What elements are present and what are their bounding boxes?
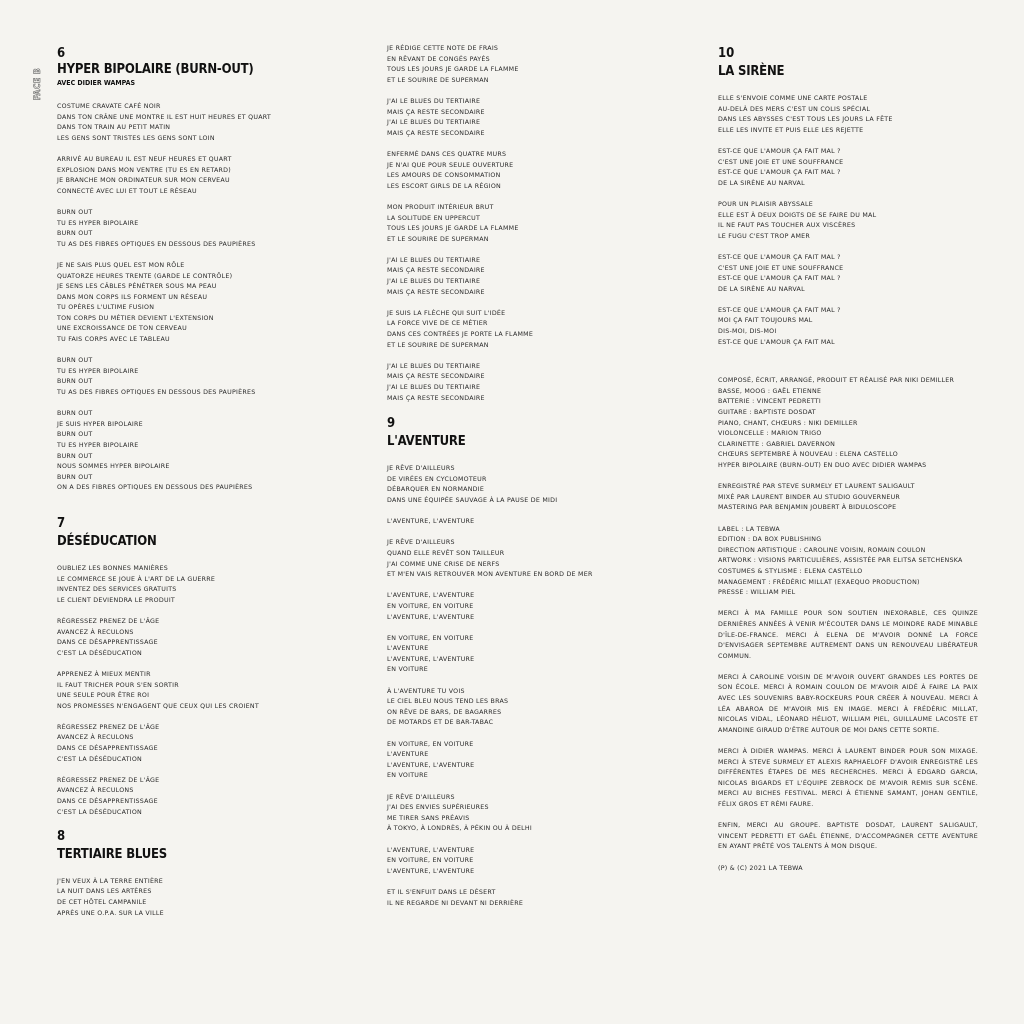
song-lyrics <box>57 102 357 494</box>
text-line: TU ES HYPER BIPOLAIRE <box>57 219 139 227</box>
text-line: TOUS LES JOURS JE GARDE LA FLAMME <box>387 66 519 74</box>
stanza <box>57 261 357 346</box>
text-line: JE SUIS LA FLÈCHE QUI SUIT L'IDÉE <box>387 309 506 317</box>
side-label-badge <box>31 60 45 108</box>
text-line: L'AVENTURE, L'AVENTURE <box>387 613 475 621</box>
text-line: MON PRODUIT INTÉRIEUR BRUT <box>387 203 494 211</box>
text-line: LA NUIT DANS LES ARTÈRES <box>57 888 152 896</box>
thanks-paragraph: ENFIN, MERCI AU GROUPE. BAPTISTE DOSDAT, LAURENT SALIGAULT, VINCENT PEDRETTI ET GAËL ÉTIENNE, D'ACCOMPAGNER CETTE AVENTURE EN AYANT PRÊTÉ VOS TALENTS À MON DISQUE. <box>718 822 978 851</box>
text-line: BURN OUT <box>57 473 93 481</box>
text-line: J'AI COMME UNE CRISE DE NERFS <box>387 560 500 568</box>
stanza <box>57 617 357 659</box>
text-line: QUATORZE HEURES TRENTE (GARDE LE CONTRÔLE) <box>57 272 233 280</box>
text-line: ET LE SOURIRE DE SUPERMAN <box>387 76 489 84</box>
credits-blocks <box>718 376 978 598</box>
stanza <box>57 102 357 144</box>
text-line: L'AVENTURE, L'AVENTURE <box>387 867 475 875</box>
text-line: EDITION : DA BOX PUBLISHING <box>718 536 822 544</box>
stanza <box>387 362 687 404</box>
text-line: AVANCEZ À RECULONS <box>57 628 134 636</box>
text-line: TU ES HYPER BIPOLAIRE <box>57 442 139 449</box>
text-line: C'EST UNE JOIE ET UNE SOUFFRANCE <box>718 158 844 166</box>
text-line: DE VIRÉES EN CYCLOMOTEUR <box>387 475 487 483</box>
text-line: J'AI LE BLUES DU TERTIAIRE <box>387 278 481 286</box>
text-line: BURN OUT <box>57 230 93 238</box>
text-line: LES AMOURS DE CONSOMMATION <box>387 172 501 180</box>
text-line: APRÈS UNE O.P.A. SUR LA VILLE <box>57 909 164 917</box>
text-line: LA SOLITUDE EN UPPERCUT <box>387 214 481 222</box>
text-line: MANAGEMENT : FRÉDÉRIC MILLAT (EXAEQUO PRODUCTION) <box>718 578 920 586</box>
song-number: 10 <box>718 46 735 61</box>
text-line: ON A DES FIBRES OPTIQUES EN DESSOUS DES PAUPIÈRES <box>57 484 253 492</box>
text-line: DANS UNE ÉQUIPÉE SAUVAGE À LA PAUSE DE MIDI <box>387 496 558 504</box>
text-line: COSTUMES & STYLISME : ELENA CASTELLO <box>718 567 863 575</box>
text-line: EST-CE QUE L'AMOUR ÇA FAIT MAL ? <box>718 169 841 177</box>
text-line: DANS TON TRAIN AU PETIT MATIN <box>57 124 171 132</box>
text-line: UNE SEULE POUR ÊTRE ROI <box>57 692 150 700</box>
song-number: 8 <box>57 828 66 844</box>
text-line: BATTERIE : VINCENT PEDRETTI <box>718 398 822 406</box>
text-line: NOS PROMESSES N'ENGAGENT QUE CEUX QUI LES CROIENT <box>57 702 259 710</box>
stanza <box>57 723 357 765</box>
song-subtitle: AVEC DIDIER WAMPAS <box>57 79 136 87</box>
stanza <box>387 687 687 729</box>
column-left <box>57 46 357 930</box>
stanza <box>387 44 687 86</box>
stanza <box>718 200 978 242</box>
text-line: BURN OUT <box>57 378 93 386</box>
stanza <box>387 150 687 192</box>
stanza <box>387 846 687 878</box>
thanks-paragraph: MERCI À CAROLINE VOISIN DE M'AVOIR OUVERT GRANDES LES PORTES DE SON ÉCOLE. MERCI À ROMAIN COULON DE M'AVOIR AIDÉ À FAIRE LA PAIX AVEC LES SOUVENIRS BABY-ROCKEURS POUR CRÉER À NOUVEAU. MERCI À LÉA ABAROA DE M'AVOIR MIS EN IMAGE. MERCI À FRÉDÉRIC MILLAT, NICOLAS VIDAL, LÉONARD HÉLIOT, WILLIAM PIEL, GUILLAUME LACOSTE ET AMANDINE GIRAUD D'ÊTRE AUTOUR DE MOI DANS CETTE SORTIE. <box>718 673 978 734</box>
text-line: EST-CE QUE L'AMOUR ÇA FAIT MAL <box>718 338 835 346</box>
text-line: GUITARE : BAPTISTE DOSDAT <box>718 409 816 417</box>
text-line: J'AI LE BLUES DU TERTIAIRE <box>387 97 481 105</box>
text-line: RÉGRESSEZ PRENEZ DE L'ÂGE <box>57 723 160 731</box>
song-lyrics <box>57 564 357 818</box>
text-line: MAIS ÇA RESTE SECONDAIRE <box>387 129 485 137</box>
text-line: MOI ÇA FAIT TOUJOURS MAL <box>718 317 813 325</box>
text-line: LE COMMERCE SE JOUE À L'ART DE LA GUERRE <box>57 575 216 583</box>
stanza <box>718 525 978 599</box>
stanza <box>387 309 687 351</box>
text-line: JE BRANCHE MON ORDINATEUR SUR MON CERVEAU <box>57 177 230 185</box>
text-line: LES ESCORT GIRLS DE LA RÉGION <box>387 182 501 190</box>
text-line: EN VOITURE, EN VOITURE <box>387 857 474 865</box>
text-line: BASSE, MOOG : GAËL ETIENNE <box>718 387 822 395</box>
text-line: DANS MON CORPS ILS FORMENT UN RÉSEAU <box>57 293 208 301</box>
text-line: ARRIVÉ AU BUREAU IL EST NEUF HEURES ET QUART <box>57 155 232 163</box>
text-line: L'AVENTURE, L'AVENTURE <box>387 761 475 769</box>
stanza <box>718 147 978 189</box>
text-line: EN VOITURE, EN VOITURE <box>387 602 474 610</box>
stanza <box>718 482 978 514</box>
text-line: ENREGISTRÉ PAR STEVE SURMELY ET LAURENT SALIGAULT <box>718 483 915 491</box>
text-line: TU OPÈRES L'ULTIME FUSION <box>57 304 155 312</box>
text-line: L'AVENTURE, L'AVENTURE <box>387 655 475 663</box>
song-6 <box>57 46 357 494</box>
text-line: LE FUGU C'EST TROP AMER <box>718 232 810 240</box>
text-line: J'AI LE BLUES DU TERTIAIRE <box>387 256 481 264</box>
text-line: JE SENS LES CÂBLES PÉNÉTRER SOUS MA PEAU <box>57 283 217 291</box>
text-line: MAIS ÇA RESTE SECONDAIRE <box>387 288 485 296</box>
stanza <box>57 877 357 919</box>
thanks-paragraph: MERCI À MA FAMILLE POUR SON SOUTIEN INEXORABLE, CES QUINZE DERNIÈRES ANNÉES À VENIR M'ÉCOUTER DANS LE MOINDRE RADE MINABLE D'ÎLE-DE-FRANCE. MERCI À ELENA DE M'AVOIR DONNÉ LA FORCE D'ENVISAGER SEPTEMBRE AUTREMENT DANS UN RENOUVEAU LIBÉRATEUR COMMUN. <box>718 610 978 660</box>
song-title: DÉSÉDUCATION <box>57 533 157 549</box>
song-number: 6 <box>57 46 66 61</box>
text-line: DANS TON CRÂNE UNE MONTRE IL EST HUIT HEURES ET QUART <box>57 113 272 121</box>
text-line: L'AVENTURE, L'AVENTURE <box>387 518 475 526</box>
text-line: ELLE S'ENVOIE COMME UNE CARTE POSTALE <box>718 95 868 102</box>
text-line: EN VOITURE <box>387 772 429 780</box>
text-line: MIXÉ PAR LAURENT BINDER AU STUDIO GOUVERNEUR <box>718 493 901 501</box>
text-line: ARTWORK : VISIONS PARTICULIÈRES, ASSISTÉE PAR ELITSA SETCHENSKA <box>718 557 963 565</box>
thanks <box>718 609 978 853</box>
text-line: C'EST LA DÉSÉDUCATION <box>57 755 143 763</box>
text-line: QUAND ELLE REVÊT SON TAILLEUR <box>387 549 505 557</box>
text-line: NOUS SOMMES HYPER BIPOLAIRE <box>57 463 170 471</box>
text-line: HYPER BIPOLAIRE (BURN-OUT) EN DUO AVEC DIDIER WAMPAS <box>718 462 927 469</box>
text-line: DANS CE DÉSAPPRENTISSAGE <box>57 639 158 647</box>
stanza <box>387 888 687 909</box>
song-9 <box>387 416 687 909</box>
text-line: JE N'AI QUE POUR SEULE OUVERTURE <box>387 161 514 169</box>
text-line: C'EST LA DÉSÉDUCATION <box>57 808 143 816</box>
text-line: BURN OUT <box>57 431 93 439</box>
text-line: CONNECTÉ AVEC LUI ET TOUT LE RÉSEAU <box>57 187 197 195</box>
text-line: LABEL : LA TEBWA <box>718 525 780 533</box>
song-7 <box>57 516 357 818</box>
stanza <box>718 253 978 295</box>
song-lyrics <box>387 464 687 909</box>
text-line: L'AVENTURE <box>387 645 429 653</box>
stanza <box>57 356 357 398</box>
text-line: J'AI LE BLUES DU TERTIAIRE <box>387 119 481 127</box>
text-line: RÉGRESSEZ PRENEZ DE L'ÂGE <box>57 776 160 784</box>
text-line: J'AI DES ENVIES SUPÉRIEURES <box>387 804 489 812</box>
text-line: EN VOITURE <box>387 666 429 674</box>
text-line: LA FORCE VIVE DE CE MÉTIER <box>387 320 488 328</box>
text-line: AVANCEZ À RECULONS <box>57 787 134 795</box>
text-line: LE CIEL BLEU NOUS TEND LES BRAS <box>387 698 509 706</box>
text-line: UNE EXCROISSANCE DE TON CERVEAU <box>57 325 187 333</box>
text-line: MASTERING PAR BENJAMIN JOUBERT À BIDULOSCOPE <box>718 504 897 512</box>
text-line: EN RÊVANT DE CONGÉS PAYÉS <box>387 55 490 63</box>
text-line: EXPLOSION DANS MON VENTRE (TU ES EN RETARD) <box>57 166 231 174</box>
text-line: DANS CES CONTRÉES JE PORTE LA FLAMME <box>387 331 534 339</box>
text-line: JE NE SAIS PLUS QUEL EST MON RÔLE <box>57 261 185 269</box>
text-line: MAIS ÇA RESTE SECONDAIRE <box>387 267 485 275</box>
text-line: BURN OUT <box>57 208 93 216</box>
text-line: INVENTEZ DES SERVICES GRATUITS <box>57 586 177 594</box>
text-line: EN VOITURE, EN VOITURE <box>387 740 474 748</box>
stanza <box>387 538 687 580</box>
text-line: DANS CE DÉSAPPRENTISSAGE <box>57 745 158 753</box>
stanza <box>718 376 978 471</box>
text-line: EST-CE QUE L'AMOUR ÇA FAIT MAL ? <box>718 253 841 261</box>
credits <box>718 376 978 874</box>
stanza <box>57 208 357 250</box>
text-line: JE RÊVE D'AILLEURS <box>387 793 455 801</box>
stanza <box>57 409 357 494</box>
text-line: TON CORPS DU MÉTIER DEVIENT L'EXTENSION <box>57 314 214 322</box>
text-line: COMPOSÉ, ÉCRIT, ARRANGÉ, PRODUIT ET RÉALISÉ PAR NIKI DEMILLER <box>718 377 955 385</box>
text-line: AU-DELÀ DES MERS C'EST UN COLIS SPÉCIAL <box>718 105 871 113</box>
text-line: ME TIRER SANS PRÉAVIS <box>387 814 470 822</box>
text-line: ET LE SOURIRE DE SUPERMAN <box>387 235 489 243</box>
text-line: TU ES HYPER BIPOLAIRE <box>57 367 139 375</box>
text-line: DANS CE DÉSAPPRENTISSAGE <box>57 798 158 806</box>
text-line: TOUS LES JOURS JE GARDE LA FLAMME <box>387 225 519 233</box>
column-right <box>718 46 978 874</box>
song-title: LA SIRÈNE <box>718 64 785 79</box>
stanza <box>387 97 687 139</box>
text-line: JE RÊVE D'AILLEURS <box>387 465 455 473</box>
stanza <box>387 591 687 623</box>
text-line: MAIS ÇA RESTE SECONDAIRE <box>387 108 485 116</box>
text-line: ELLE LES INVITE ET PUIS ELLE LES REJETTE <box>718 126 864 134</box>
text-line: LE CLIENT DEVIENDRA LE PRODUIT <box>57 596 176 604</box>
text-line: DANS LES ABYSSES C'EST TOUS LES JOURS LA FÊTE <box>718 116 893 124</box>
text-line: JE RÉDIGE CETTE NOTE DE FRAIS <box>387 45 499 52</box>
song-8 <box>57 829 357 919</box>
text-line: DIS-MOI, DIS-MOI <box>718 328 777 336</box>
text-line: ET M'EN VAIS RETROUVER MON AVENTURE EN BORD DE MER <box>387 571 593 579</box>
text-line: DE LA SIRÈNE AU NARVAL <box>718 179 805 187</box>
stanza <box>387 256 687 298</box>
text-line: IL NE REGARDE NI DEVANT NI DERRIÈRE <box>387 899 524 907</box>
text-line: L'AVENTURE, L'AVENTURE <box>387 846 475 854</box>
text-line: COSTUME CRAVATE CAFÉ NOIR <box>57 103 161 110</box>
text-line: MAIS ÇA RESTE SECONDAIRE <box>387 394 485 402</box>
text-line: DÉBARQUER EN NORMANDIE <box>387 486 485 494</box>
text-line: DE CET HÔTEL CAMPANILE <box>57 899 147 906</box>
stanza <box>387 517 687 528</box>
text-line: À L'AVENTURE TU VOIS <box>387 687 465 695</box>
stanza <box>57 776 357 818</box>
text-line: J'AI LE BLUES DU TERTIAIRE <box>387 362 481 370</box>
text-line: POUR UN PLAISIR ABYSSALE <box>718 200 813 208</box>
song-lyrics <box>57 877 357 919</box>
text-line: TU AS DES FIBRES OPTIQUES EN DESSOUS DES PAUPIÈRES <box>57 240 256 248</box>
text-line: DE MOTARDS ET DE BAR-TABAC <box>387 719 494 727</box>
stanza <box>387 793 687 835</box>
text-line: EN VOITURE, EN VOITURE <box>387 634 474 642</box>
text-line: IL FAUT TRICHER POUR S'EN SORTIR <box>57 681 179 689</box>
text-line: TU AS DES FIBRES OPTIQUES EN DESSOUS DES PAUPIÈRES <box>57 389 256 397</box>
text-line: ET IL S'ENFUIT DANS LE DÉSERT <box>387 888 496 896</box>
text-line: IL NE FAUT PAS TOUCHER AUX VISCÈRES <box>718 222 856 230</box>
song-number: 7 <box>57 515 66 531</box>
song-title: TERTIAIRE BLUES <box>57 846 168 862</box>
stanza <box>387 740 687 782</box>
column-middle <box>387 44 687 920</box>
text-line: TU FAIS CORPS AVEC LE TABLEAU <box>57 336 170 344</box>
song-lyrics <box>718 94 978 348</box>
stanza <box>387 203 687 245</box>
stanza <box>387 634 687 676</box>
thanks-paragraph: MERCI À DIDIER WAMPAS. MERCI À LAURENT BINDER POUR SON MIXAGE. MERCI À STEVE SURMELY ET ALEXIS RAPHAELOFF D'AVOIR ENREGISTRÉ LES DIFFÉRENTES ÉTAPES DE MES RECHERCHES. MERCI À EDGARD GARCIA, NICOLAS BIGARDS ET L'ÉQUIPE ZEBROCK DE M'AVOIR REMIS SUR SCÈNE. MERCI AU BICHES FESTIVAL. MERCI À ÉTIENNE SAMANT, JOHAN GENTILE, FÉLIX GROS ET RÉMI FAURE. <box>718 748 978 808</box>
text-line: ELLE EST À DEUX DOIGTS DE SE FAIRE DU MAL <box>718 211 877 219</box>
stanza <box>57 564 357 606</box>
text-line: C'EST LA DÉSÉDUCATION <box>57 649 143 657</box>
text-line: PRESSE : WILLIAM PIEL <box>718 589 796 597</box>
text-line: CHŒURS SEPTEMBRE À NOUVEAU : ELENA CASTELLO <box>718 451 898 459</box>
text-line: BURN OUT <box>57 410 93 418</box>
stanza <box>718 306 978 348</box>
text-line: L'AVENTURE, L'AVENTURE <box>387 592 475 600</box>
song-8-continued-lyrics <box>387 44 687 404</box>
text-line: APPRENEZ À MIEUX MENTIR <box>57 670 151 678</box>
copyright: (P) & (C) 2021 LA TEBWA <box>718 864 803 872</box>
text-line: À TOKYO, À LONDRÈS, À PÉKIN OU À DELHI <box>387 825 533 833</box>
text-line: CLARINETTE : GABRIEL DAVERNON <box>718 440 836 448</box>
stanza <box>57 155 357 197</box>
text-line: JE RÊVE D'AILLEURS <box>387 539 455 547</box>
stanza <box>718 94 978 136</box>
text-line: BURN OUT <box>57 452 93 460</box>
stanza <box>57 670 357 712</box>
song-10 <box>718 46 978 348</box>
text-line: JE SUIS HYPER BIPOLAIRE <box>57 420 143 428</box>
text-line: EST-CE QUE L'AMOUR ÇA FAIT MAL ? <box>718 306 841 314</box>
song-number: 9 <box>387 416 396 432</box>
stanza <box>387 464 687 506</box>
text-line: DIRECTION ARTISTIQUE : CAROLINE VOISIN, ROMAIN COULON <box>718 546 926 554</box>
text-line: ET LE SOURIRE DE SUPERMAN <box>387 341 489 349</box>
text-line: PIANO, CHANT, CHŒURS : NIKI DEMILLER <box>718 419 858 427</box>
text-line: EST-CE QUE L'AMOUR ÇA FAIT MAL ? <box>718 147 841 155</box>
text-line: J'EN VEUX À LA TERRE ENTIÈRE <box>57 877 164 885</box>
text-line: LES GENS SONT TRISTES LES GENS SONT LOIN <box>57 134 215 142</box>
text-line: VIOLONCELLE : MARION TRIGO <box>718 430 822 438</box>
text-line: RÉGRESSEZ PRENEZ DE L'ÂGE <box>57 617 160 625</box>
text-line: C'EST UNE JOIE ET UNE SOUFFRANCE <box>718 264 844 272</box>
text-line: BURN OUT <box>57 357 93 365</box>
text-line: ENFERMÉ DANS CES QUATRE MURS <box>387 150 507 158</box>
text-line: OUBLIEZ LES BONNES MANIÈRES <box>57 564 168 572</box>
text-line: DE LA SIRÈNE AU NARVAL <box>718 285 805 293</box>
song-title: L'AVENTURE <box>387 434 466 450</box>
side-label-text: FACE B <box>33 67 43 101</box>
text-line: ON RÊVE DE BARS, DE BAGARRES <box>387 708 502 716</box>
text-line: L'AVENTURE <box>387 751 429 759</box>
text-line: MAIS ÇA RESTE SECONDAIRE <box>387 373 485 381</box>
text-line: AVANCEZ À RECULONS <box>57 734 134 742</box>
song-title: HYPER BIPOLAIRE (BURN-OUT) <box>57 62 254 77</box>
text-line: J'AI LE BLUES DU TERTIAIRE <box>387 384 481 391</box>
text-line: EST-CE QUE L'AMOUR ÇA FAIT MAL ? <box>718 275 841 283</box>
